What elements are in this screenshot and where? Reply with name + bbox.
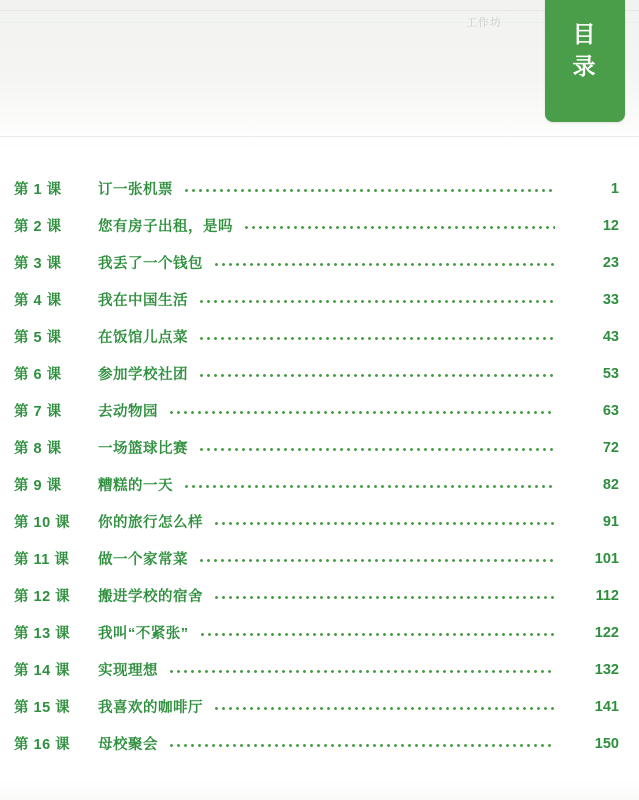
page-number: 12 (602, 217, 619, 234)
lesson-number: 第 4 课 (14, 293, 62, 309)
page-number: 112 (595, 587, 619, 604)
lesson-title: 糟糕的一天 (98, 478, 173, 494)
leader-dots (199, 626, 556, 640)
lesson-title: 我叫“不紧张” (98, 626, 189, 642)
lesson-number: 第 7 课 (14, 404, 62, 420)
page-number: 101 (594, 550, 619, 567)
lesson-number: 第 8 课 (14, 441, 62, 457)
lesson-number: 第 14 课 (14, 663, 71, 679)
lesson-title: 我在中国生活 (98, 293, 188, 309)
toc-entry[interactable] (0, 392, 639, 429)
page-number: 43 (602, 328, 619, 345)
lesson-title: 搬进学校的宿舍 (98, 589, 203, 605)
lesson-title: 在饭馆儿点菜 (98, 330, 188, 346)
toc-entry[interactable] (0, 503, 639, 540)
leader-dots (198, 367, 555, 381)
page-number: 63 (602, 402, 619, 419)
scan-artifact-line (0, 136, 639, 137)
page-number: 141 (594, 698, 619, 715)
leader-dots (198, 441, 555, 455)
toc-entry[interactable] (0, 429, 639, 466)
toc-entry[interactable] (0, 318, 639, 355)
lesson-title: 去动物园 (98, 404, 158, 420)
scan-artifact-line (0, 10, 639, 11)
leader-dots (198, 330, 555, 344)
lesson-title: 订一张机票 (98, 182, 173, 198)
page-number: 150 (594, 735, 619, 752)
toc-entry[interactable] (0, 207, 639, 244)
lesson-title: 实现理想 (98, 663, 158, 679)
page-number: 82 (602, 476, 619, 493)
leader-dots (198, 552, 555, 566)
toc-entry[interactable] (0, 614, 639, 651)
toc-tab-char-2: 录 (572, 53, 598, 79)
toc-entry[interactable] (0, 540, 639, 577)
leader-dots (213, 700, 555, 714)
toc-entry[interactable] (0, 725, 639, 762)
lesson-title: 参加学校社团 (98, 367, 188, 383)
toc-entry[interactable] (0, 651, 639, 688)
lesson-number: 第 9 课 (14, 478, 62, 494)
toc-entry[interactable] (0, 244, 639, 281)
toc-entry[interactable] (0, 355, 639, 392)
lesson-number: 第 16 课 (14, 737, 71, 753)
lesson-number: 第 1 课 (14, 182, 62, 198)
page-number: 91 (602, 513, 619, 530)
scan-artifact-line (0, 22, 639, 23)
lesson-number: 第 6 课 (14, 367, 62, 383)
leader-dots (198, 293, 555, 307)
page-number: 23 (602, 254, 619, 271)
lesson-number: 第 11 课 (14, 552, 70, 568)
page-bottom-shading (0, 780, 639, 800)
toc-entry[interactable] (0, 281, 639, 318)
lesson-title: 做一个家常菜 (98, 552, 188, 568)
toc-entry[interactable] (0, 170, 639, 207)
toc-entry[interactable] (0, 466, 639, 503)
leader-dots (213, 515, 555, 529)
lesson-number: 第 15 课 (14, 700, 71, 716)
toc-entry[interactable] (0, 577, 639, 614)
page-number: 53 (602, 365, 619, 382)
lesson-title: 您有房子出租，是吗 (98, 219, 233, 235)
page-number: 132 (594, 661, 619, 678)
lesson-title: 你的旅行怎么样 (98, 515, 203, 531)
table-of-contents-list (0, 170, 639, 762)
faint-header-text: 工作坊 (466, 17, 502, 29)
lesson-number: 第 10 课 (14, 515, 71, 531)
lesson-title: 我喜欢的咖啡厅 (98, 700, 203, 716)
lesson-number: 第 2 课 (14, 219, 62, 235)
lesson-title: 我丢了一个钱包 (98, 256, 203, 272)
leader-dots (168, 404, 555, 418)
leader-dots (183, 182, 555, 196)
lesson-number: 第 12 课 (14, 589, 71, 605)
page-number: 122 (594, 624, 619, 641)
toc-tab-label (545, 18, 625, 82)
lesson-number: 第 3 课 (14, 256, 62, 272)
leader-dots (183, 478, 555, 492)
leader-dots (213, 589, 555, 603)
leader-dots (243, 219, 555, 233)
lesson-title: 一场篮球比赛 (98, 441, 188, 457)
lesson-title: 母校聚会 (98, 737, 158, 753)
leader-dots (213, 256, 555, 270)
page-number: 1 (610, 180, 619, 197)
page-number: 33 (602, 291, 619, 308)
page-number: 72 (602, 439, 619, 456)
toc-entry[interactable] (0, 688, 639, 725)
lesson-number: 第 5 课 (14, 330, 62, 346)
lesson-number: 第 13 课 (14, 626, 71, 642)
table-of-contents-tab (545, 0, 625, 122)
toc-tab-char-1: 目 (572, 21, 598, 47)
leader-dots (168, 737, 555, 751)
leader-dots (168, 663, 555, 677)
